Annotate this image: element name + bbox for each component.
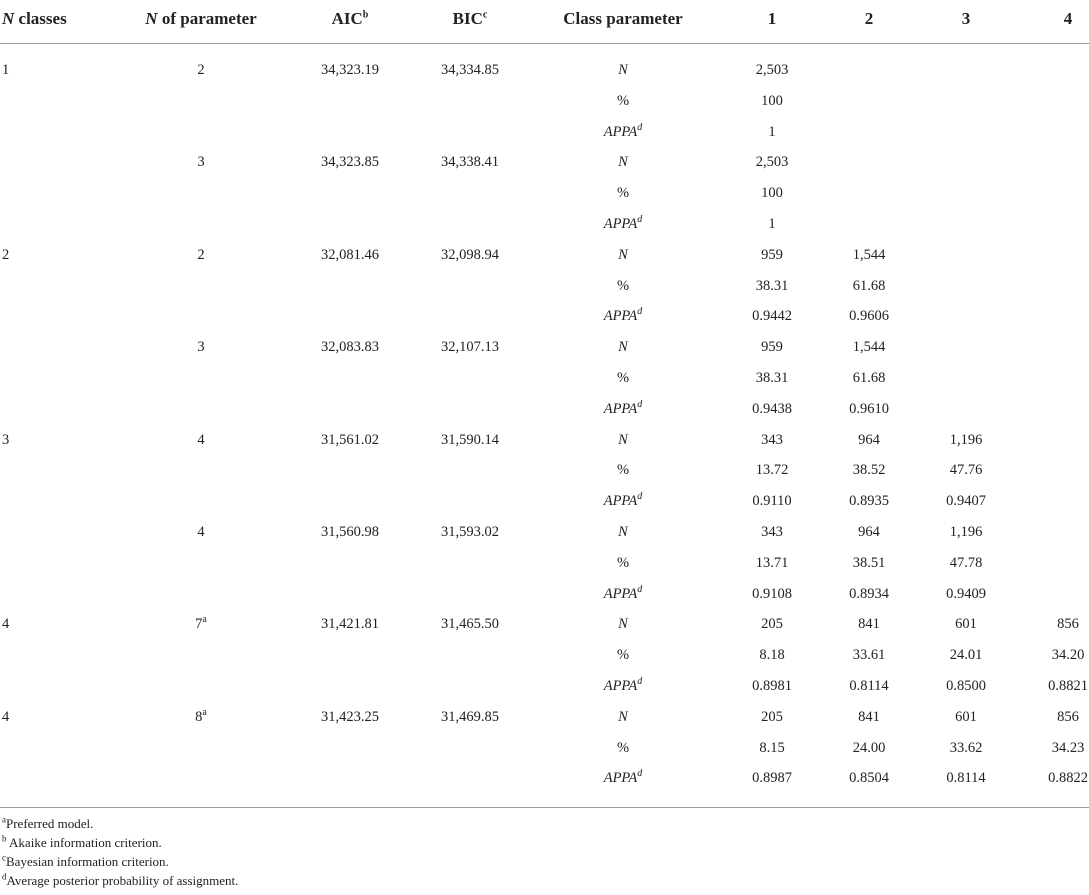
n-parameter-value: 7 xyxy=(195,616,203,633)
bic-cell: 32,107.13 xyxy=(441,339,499,356)
class-1-appa-cell: 0.9438 xyxy=(752,400,792,417)
appa-label: APPA xyxy=(603,770,638,787)
class-2-appa-cell: 0.8504 xyxy=(849,770,889,787)
class-4-appa-cell: 0.8822 xyxy=(1048,770,1088,787)
class-1-percent-cell: 13.72 xyxy=(755,462,789,479)
class-1-percent-cell: 100 xyxy=(761,92,783,109)
class-2-n-cell: 1,544 xyxy=(852,339,886,356)
aic-cell: 34,323.19 xyxy=(321,62,379,78)
class-parameter-label: % xyxy=(616,185,630,202)
class-2-percent-cell: 61.68 xyxy=(852,370,886,386)
bic-cell: 32,098.94 xyxy=(441,246,499,263)
class-1-appa-cell: 1 xyxy=(768,123,776,140)
n-parameter-value: 3 xyxy=(197,339,205,356)
table-bottom-divider xyxy=(0,807,1089,808)
class-1-n-cell: 343 xyxy=(761,431,783,448)
header-class-3: 3 xyxy=(961,9,971,28)
class-1-n-cell: 2,503 xyxy=(755,154,789,171)
class-parameter-label xyxy=(604,398,643,420)
class-parameter-label: N xyxy=(618,154,628,171)
class-4-n-cell: 856 xyxy=(1057,616,1079,633)
class-2-n-cell: 964 xyxy=(858,431,880,448)
class-1-appa-cell: 0.9442 xyxy=(752,308,792,325)
appa-label: APPA xyxy=(603,308,638,325)
n-parameter-value: 4 xyxy=(197,524,205,540)
class-1-percent-cell: 8.15 xyxy=(759,739,785,756)
header-n-parameter: N of parameter xyxy=(145,9,257,28)
appa-footnote-mark: d xyxy=(637,583,643,595)
class-1-percent-cell: 38.31 xyxy=(755,277,789,294)
n-parameter-cell xyxy=(197,244,204,266)
class-1-appa-cell: 0.8987 xyxy=(752,770,792,787)
n-parameter-cell xyxy=(195,706,207,728)
class-2-percent-cell: 24.00 xyxy=(852,739,886,756)
class-2-percent-cell: 33.61 xyxy=(852,647,886,664)
appa-footnote-mark: d xyxy=(637,676,643,688)
class-4-appa-cell: 0.8821 xyxy=(1048,678,1088,694)
class-1-percent-cell: 100 xyxy=(761,185,783,202)
class-1-n-cell: 2,503 xyxy=(755,62,789,78)
n-parameter-value: 3 xyxy=(197,154,205,171)
bic-cell: 31,593.02 xyxy=(441,524,499,540)
n-parameter-value: 4 xyxy=(197,431,205,448)
n-parameter-cell xyxy=(197,336,204,358)
class-4-percent-cell: 34.20 xyxy=(1051,647,1085,664)
class-1-percent-cell: 8.18 xyxy=(759,647,785,664)
header-class-parameter: Class parameter xyxy=(563,9,683,28)
class-3-n-cell: 1,196 xyxy=(949,524,983,540)
aic-cell: 31,423.25 xyxy=(321,708,379,725)
class-1-appa-cell: 0.9108 xyxy=(752,585,792,602)
bic-cell: 31,465.50 xyxy=(441,616,499,633)
class-parameter-label: % xyxy=(616,647,630,664)
class-1-n-cell: 205 xyxy=(761,708,783,725)
class-parameter-label: % xyxy=(616,92,630,109)
class-3-percent-cell: 33.62 xyxy=(949,739,983,756)
class-1-appa-cell: 0.8981 xyxy=(752,678,792,694)
n-parameter-cell xyxy=(197,521,204,543)
class-2-appa-cell: 0.8114 xyxy=(849,678,889,694)
class-parameter-label: % xyxy=(616,739,630,756)
class-3-n-cell: 601 xyxy=(955,708,977,725)
preferred-model-mark: a xyxy=(202,614,207,626)
class-parameter-label: N xyxy=(618,524,628,540)
class-parameter-label: N xyxy=(618,339,628,356)
n-parameter-cell xyxy=(197,429,204,451)
class-parameter-label: N xyxy=(618,246,628,263)
appa-label: APPA xyxy=(603,493,638,510)
class-3-appa-cell: 0.8114 xyxy=(946,770,986,787)
class-1-n-cell: 205 xyxy=(761,616,783,633)
class-parameter-label xyxy=(604,675,643,697)
aic-cell: 32,083.83 xyxy=(321,339,379,356)
aic-cell: 32,081.46 xyxy=(321,246,379,263)
appa-footnote-mark: d xyxy=(637,491,643,503)
class-3-appa-cell: 0.8500 xyxy=(946,678,986,694)
class-3-appa-cell: 0.9407 xyxy=(946,493,986,510)
class-2-appa-cell: 0.9606 xyxy=(849,308,889,325)
class-1-n-cell: 343 xyxy=(761,524,783,540)
preferred-model-mark: a xyxy=(202,706,207,718)
header-aic: AIC$^b$ xyxy=(331,9,369,28)
header-class-1: 1 xyxy=(767,9,777,28)
class-1-n-cell: 959 xyxy=(761,246,783,263)
class-1-n-cell: 959 xyxy=(761,339,783,356)
appa-label: APPA xyxy=(603,678,638,694)
class-2-appa-cell: 0.9610 xyxy=(849,400,889,417)
appa-footnote-mark: d xyxy=(637,398,643,410)
class-2-n-cell: 841 xyxy=(858,708,880,725)
class-2-appa-cell: 0.8935 xyxy=(849,493,889,510)
appa-footnote-mark: d xyxy=(637,768,643,780)
n-parameter-value: 2 xyxy=(197,62,205,78)
n-classes-cell: 2 xyxy=(2,246,10,263)
class-1-appa-cell: 0.9110 xyxy=(752,493,792,510)
class-3-n-cell: 1,196 xyxy=(949,431,983,448)
n-classes-cell: 1 xyxy=(2,62,10,78)
class-parameter-label: % xyxy=(616,554,630,571)
aic-cell: 31,561.02 xyxy=(321,431,379,448)
appa-label: APPA xyxy=(603,585,638,602)
class-2-n-cell: 841 xyxy=(858,616,880,633)
n-parameter-cell xyxy=(197,151,204,173)
appa-footnote-mark: d xyxy=(637,306,643,318)
bic-cell: 34,334.85 xyxy=(441,62,499,78)
class-parameter-label: N xyxy=(618,616,628,633)
class-parameter-label xyxy=(604,583,643,605)
class-3-percent-cell: 47.76 xyxy=(949,462,983,479)
class-2-percent-cell: 38.52 xyxy=(852,462,886,479)
appa-label: APPA xyxy=(603,216,638,232)
class-parameter-label xyxy=(604,490,643,512)
header-divider xyxy=(0,43,1089,44)
class-2-n-cell: 1,544 xyxy=(852,246,886,263)
footnote-b: $^b$ Akaike information criterion. xyxy=(2,833,162,850)
n-parameter-value: 2 xyxy=(197,246,205,263)
aic-cell: 31,421.81 xyxy=(321,616,379,633)
class-parameter-label: % xyxy=(616,370,630,386)
bic-cell: 31,590.14 xyxy=(441,431,499,448)
bic-cell: 34,338.41 xyxy=(441,154,499,171)
appa-footnote-mark: d xyxy=(637,214,643,226)
class-3-appa-cell: 0.9409 xyxy=(946,585,986,602)
class-parameter-label: N xyxy=(618,62,628,78)
class-parameter-label: N xyxy=(618,708,628,725)
class-2-percent-cell: 61.68 xyxy=(852,277,886,294)
header-bic: BIC$^c$ xyxy=(452,9,488,28)
bic-cell: 31,469.85 xyxy=(441,708,499,725)
n-classes-cell: 4 xyxy=(2,616,10,633)
header-n-classes: N classes xyxy=(2,9,67,28)
class-4-percent-cell: 34.23 xyxy=(1051,739,1085,756)
n-classes-cell: 4 xyxy=(2,708,10,725)
class-2-appa-cell: 0.8934 xyxy=(849,585,889,602)
class-1-appa-cell: 1 xyxy=(768,216,776,232)
class-4-n-cell: 856 xyxy=(1057,708,1079,725)
class-parameter-label xyxy=(604,305,643,327)
class-1-percent-cell: 13.71 xyxy=(755,554,789,571)
appa-label: APPA xyxy=(603,123,638,140)
aic-cell: 34,323.85 xyxy=(321,154,379,171)
class-parameter-label: N xyxy=(618,431,628,448)
class-1-percent-cell: 38.31 xyxy=(755,370,789,386)
footnote-d: $^d$Average posterior probability of assignment. xyxy=(2,871,239,888)
header-class-2: 2 xyxy=(864,9,874,28)
class-2-percent-cell: 38.51 xyxy=(852,554,886,571)
class-parameter-label xyxy=(604,121,643,143)
n-classes-cell: 3 xyxy=(2,431,10,448)
class-3-percent-cell: 47.78 xyxy=(949,554,983,571)
class-3-n-cell: 601 xyxy=(955,616,977,633)
class-parameter-label xyxy=(604,213,643,235)
class-parameter-label: % xyxy=(616,277,630,294)
appa-footnote-mark: d xyxy=(637,121,643,133)
header-class-4: 4 xyxy=(1063,9,1073,28)
n-parameter-value: 8 xyxy=(195,708,203,725)
class-parameter-label: % xyxy=(616,462,630,479)
class-3-percent-cell: 24.01 xyxy=(949,647,983,664)
n-parameter-cell xyxy=(197,59,204,81)
appa-label: APPA xyxy=(603,400,638,417)
class-parameter-label xyxy=(604,767,643,789)
footnote-a: $^a$Preferred model. xyxy=(2,814,94,831)
footnote-c: $^c$Bayesian information criterion. xyxy=(2,852,169,869)
class-2-n-cell: 964 xyxy=(858,524,880,540)
aic-cell: 31,560.98 xyxy=(321,524,379,540)
n-parameter-cell xyxy=(195,613,207,635)
